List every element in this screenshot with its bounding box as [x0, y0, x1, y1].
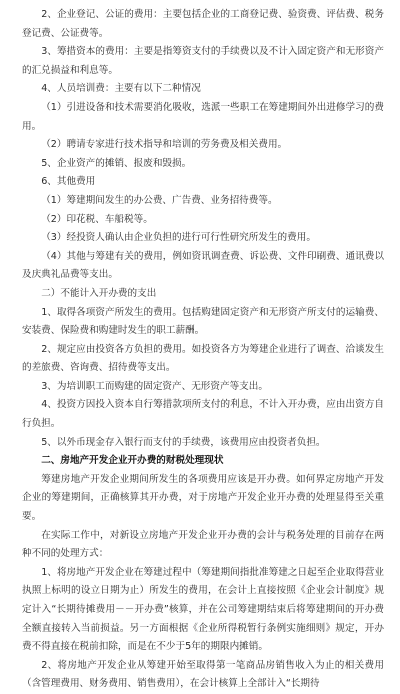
paragraph-excluded-1: 1、取得各项资产所发生的费用。包括购建固定资产和无形资产所支付的运输费、安装费、保险费和购建时发生的职工薪酬。 [22, 306, 384, 337]
paragraph-training-item-2: （2）聘请专家进行技术指导和培训的劳务费及相关费用。 [41, 139, 288, 151]
paragraph-excluded-3: 3、为培训职工而购建的固定资产、无形资产等支出。 [41, 380, 268, 392]
paragraph-approach-2: 2、将房地产开发企业从筹建开始至取得第一笔商品房销售收入为止的相关费用（含管理费用、财务费用、销售费用），在会计核算上全部计入“长期待 [22, 659, 384, 690]
section-heading-tax-treatment: 二、房地产开发企业开办费的财税处理现状 [41, 455, 224, 467]
paragraph-asset-amortization: 5、企业资产的摊销、报废和毁损。 [41, 157, 192, 169]
paragraph-training-fees: 4、人员培训费：主要有以下二种情况 [41, 83, 201, 95]
paragraph-training-item-1: （1）引进设备和技术需要消化吸收，选派一些职工在筹建期间外出进修学习的费用。 [22, 101, 384, 132]
subheading-excluded-expenses: 二）不能计入开办费的支出 [41, 287, 157, 299]
paragraph-excluded-2: 2、规定应由投资各方负担的费用。如投资各方为筹建企业进行了调查、洽谈发生的差旅费、咨询费、招待费等支出。 [22, 343, 384, 374]
paragraph-other-fees: 6、其他费用 [41, 176, 96, 188]
paragraph-excluded-4: 4、投资方因投入资本自行筹措款项所支付的利息，不计入开办费，应由出资方自行负担。 [22, 399, 384, 430]
paragraph-approach-1: 1、将房地产开发企业在筹建过程中（筹建期间指批准筹建之日起至企业取得营业执照上标明的设立日期为止）所发生的费用，在会计上直接按照《企业会计制度》规定计入“长期待摊费用－－开办费”核算，并在公司筹建期结束后将筹建期间的开办费全额直接转入当前损益。另一方面根据《企业所得税暂行条例实施细则》规定，开办费不得直接在税前扣除，而是在不少于5年的期限内摊销。 [22, 566, 384, 653]
paragraph-other-item-1: （1）筹建期间发生的办公费、广告费、业务招待费等。 [41, 194, 278, 206]
paragraph-financing-costs: 3、筹措资本的费用：主要是指筹资支付的手续费以及不计入固定资产和无形资产的汇兑损益和利息等。 [22, 46, 384, 76]
paragraph-other-item-4: （4）其他与筹建有关的费用，例如资讯调查费、诉讼费、文件印刷费、通讯费以及庆典礼品费等支出。 [22, 250, 384, 281]
paragraph-preparation-period: 筹建房地产开发企业期间所发生的各项费用应该是开办费。如何界定房地产开发企业的筹建期间，正确核算其开办费，对于房地产开发企业开办费的处理显得至关重要。 [22, 473, 384, 523]
paragraph-excluded-5: 5、以外币现金存入银行而支付的手续费，该费用应由投资者负担。 [41, 436, 326, 448]
paragraph-registration-fees: 2、企业登记、公证的费用：主要包括企业的工商登记费、验资费、评估费、税务登记费、公证费等。 [22, 9, 384, 39]
paragraph-other-item-3: （3）经投资人确认由企业负担的进行可行性研究所发生的费用。 [41, 232, 316, 244]
paragraph-two-approaches: 在实际工作中，对新设立房地产开发企业开办费的会计与税务处理的目前存在两种不同的处理方式： [22, 529, 384, 560]
paragraph-other-item-2: （2）印花税、车船税等。 [41, 213, 153, 225]
